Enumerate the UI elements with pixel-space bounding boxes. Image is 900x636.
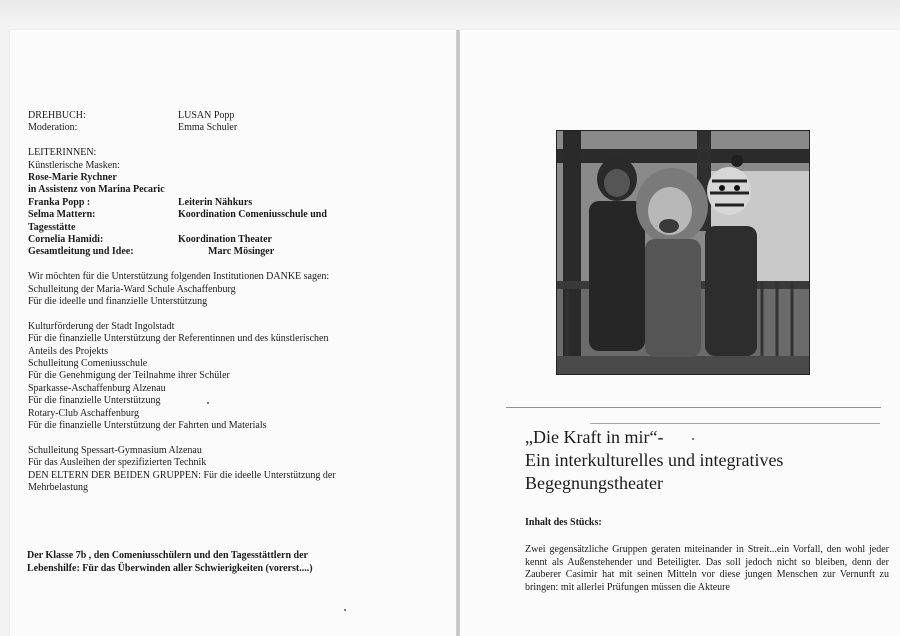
thanks-line: Schulleitung der Maria-Ward Schule Aschaffenburg xyxy=(28,283,236,295)
credit-row-moderation xyxy=(28,122,428,134)
masks-assist: in Assistenz von Marina Pecaric xyxy=(28,184,165,196)
team-label: Tagesstätte xyxy=(28,221,76,233)
content-heading: Inhalt des Stücks: xyxy=(525,517,602,528)
credits-block xyxy=(28,110,428,495)
team-label: Franka Popp : xyxy=(28,196,91,208)
dedication xyxy=(27,549,367,575)
credit-label: DREHBUCH: xyxy=(28,110,86,121)
divider-line xyxy=(506,407,881,408)
thanks-line: Kulturförderung der Stadt Ingolstadt xyxy=(28,320,175,332)
team-label: Gesamtleitung und Idee: xyxy=(28,246,134,258)
dedication-line: Der Klasse 7b , den Comeniusschülern und den Tagesstättlern der xyxy=(27,550,308,561)
team-row xyxy=(28,234,428,246)
team-label: Cornelia Hamidi: xyxy=(28,234,104,246)
thanks-line: Für die ideelle und finanzielle Unterstützung xyxy=(28,296,208,308)
title-line: Begegnungstheater xyxy=(525,473,663,493)
credit-value: LUSAN Popp xyxy=(178,110,235,121)
team-row xyxy=(28,197,428,209)
masked-performers-photo xyxy=(556,130,810,375)
team-label: Selma Mattern: xyxy=(28,209,96,221)
leiterinnen-heading: LEITERINNEN: xyxy=(28,147,97,159)
thanks-line: Für die Genehmigung der Teilnahme ihrer Schüler xyxy=(28,370,230,382)
thanks-intro: Wir möchten für die Unterstützung folgenden Institutionen DANKE sagen: xyxy=(28,271,330,283)
thanks-line: Für die finanzielle Unterstützung der Fahrten und Materials xyxy=(28,420,267,432)
thanks-line: Mehrbelastung xyxy=(28,482,88,494)
team-row xyxy=(28,246,428,258)
title-line: „Die Kraft in mir“- xyxy=(525,427,664,447)
scan-speck xyxy=(207,402,209,404)
thanks-line: Anteils des Projekts xyxy=(28,345,108,357)
thanks-line: Schulleitung Spessart-Gymnasium Alzenau xyxy=(28,444,202,456)
team-value xyxy=(178,222,428,234)
team-row xyxy=(28,209,428,221)
thanks-line: Schulleitung Comeniusschule xyxy=(28,358,148,370)
credit-row-script xyxy=(28,110,428,122)
thanks-line: Sparkasse-Aschaffenburg Alzenau xyxy=(28,382,166,394)
play-title xyxy=(525,426,885,495)
dedication-line: Lebenshilfe: Für das Überwinden aller Schwierigkeiten (vorerst....) xyxy=(27,563,313,574)
divider-line xyxy=(590,423,880,424)
team-value: Marc Mösinger xyxy=(208,246,275,258)
masks-name: Rose-Marie Rychner xyxy=(28,172,117,184)
team-value: Koordination Theater xyxy=(178,234,272,246)
photo-illustration xyxy=(557,131,809,374)
thanks-line: DEN ELTERN DER BEIDEN GRUPPEN: Für die ideelle Unterstützung der xyxy=(28,469,336,481)
credit-label: Moderation: xyxy=(28,122,78,134)
thanks-line: Rotary-Club Aschaffenburg xyxy=(28,407,140,419)
thanks-line: Für die finanzielle Unterstützung xyxy=(28,395,161,407)
thanks-line: Für die finanzielle Unterstützung der Referentinnen und des künstlerischen xyxy=(28,333,329,345)
team-row xyxy=(28,222,428,234)
scan-top-margin xyxy=(0,0,900,30)
scan-speck xyxy=(692,438,694,440)
credit-value: Emma Schuler xyxy=(178,122,238,134)
team-value: Koordination Comeniusschule und xyxy=(178,209,327,221)
scan-speck xyxy=(344,609,346,611)
play-summary: Zwei gegensätzliche Gruppen geraten miteinander in Streit...ein Vorfall, den wohl jeder kennt als Außenstehender und Beteiligter. Das soll jedoch nicht so bleiben, denn der Zauberer Casimir hat mit seinen Mitteln vor diese jungen Menschen zur Vernunft zu bringen: mit allerlei Prüfungen müssen die Akteure xyxy=(525,544,889,593)
title-line: Ein interkulturelles und integratives xyxy=(525,450,784,470)
masks-label: Künstlerische Masken: xyxy=(28,159,120,171)
thanks-line: Für das Ausleihen der spezifizierten Technik xyxy=(28,457,207,469)
team-value: Leiterin Nähkurs xyxy=(178,196,253,208)
